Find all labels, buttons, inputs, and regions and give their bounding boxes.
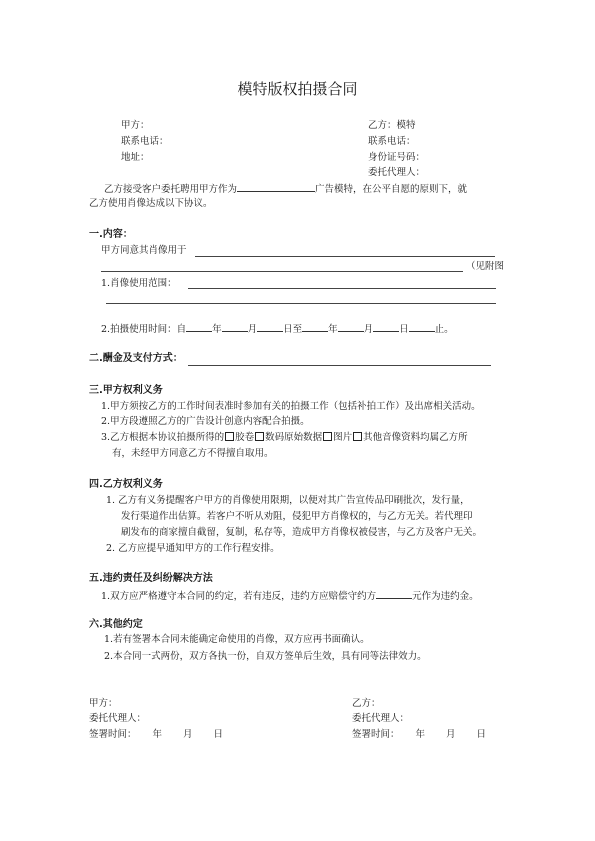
- s6-item-2: 2.本合同一式两份，双方各执一份，自双方签单后生效，具有同等法律效力。: [104, 651, 427, 662]
- party-b-label: 乙方：模特: [368, 120, 416, 131]
- digital-data-label: 数码原始数据: [265, 432, 323, 443]
- s3-item-2: 2.甲方段遵照乙方的广告设计创意内容配合拍摄。: [101, 416, 310, 427]
- section-3-heading: 三.甲方权利义务: [89, 385, 163, 396]
- usage-time-label: 2.拍摄使用时间：自: [101, 324, 187, 335]
- payment-line: [188, 365, 491, 366]
- party-a-address-label: 地址：: [121, 152, 150, 163]
- sign-a-year: 年: [152, 729, 163, 740]
- start-month-blank: [222, 322, 248, 332]
- s3-item-3-cont: 有，未经甲方同意乙方不得擅自取用。: [112, 448, 274, 459]
- end-extra-blank: [409, 322, 435, 332]
- end-day-blank: [373, 322, 399, 332]
- intro-line-1: [104, 182, 467, 195]
- section-6-heading: 六.其他约定: [89, 619, 143, 630]
- end-day-label: 日: [399, 324, 409, 335]
- start-month-label: 月: [247, 324, 258, 335]
- usage-time-line: [101, 322, 454, 335]
- intro-text-a: 乙方接受客户委托聘用甲方作为: [104, 184, 238, 195]
- s6-item-1: 1.若有签署本合同未能确定命使用的肖像，双方应再书面确认。: [104, 634, 370, 645]
- usage-purpose-line-2: [101, 271, 463, 272]
- document-title: 模特版权拍摄合同: [237, 80, 358, 98]
- sign-b-day: 日: [476, 729, 487, 740]
- party-a-label: 甲方：: [121, 120, 150, 131]
- sign-party-a-agent: 委托代理人：: [89, 713, 147, 724]
- s4-item-2: 2. 乙方应提早通知甲方的工作行程安排。: [106, 543, 280, 554]
- s5-item-1-suffix: 元作为违约金。: [412, 591, 479, 602]
- other-media-checkbox[interactable]: [353, 432, 362, 441]
- start-year-label: 年: [212, 324, 222, 335]
- penalty-amount-blank: [376, 589, 412, 599]
- sign-b-month: 月: [446, 729, 456, 740]
- party-b-id-label: 身份证号码：: [368, 152, 426, 163]
- s4-item-1-line-2: 发行渠道作出估算。若客户不听从劝阻，侵犯甲方肖像权的，与乙方无关。若代理印: [121, 511, 473, 522]
- photo-label: 图片: [333, 432, 353, 443]
- end-stop-label: 止。: [434, 324, 454, 335]
- party-b-agent-label: 委托代理人：: [368, 167, 426, 178]
- party-b-phone-label: 联系电话：: [368, 136, 416, 147]
- sign-a-time-label: 签署时间：: [89, 729, 137, 740]
- usage-scope-label: 1.肖像使用范围：: [101, 278, 177, 289]
- end-year-label: 年: [328, 324, 338, 335]
- sign-party-b: 乙方：: [352, 698, 381, 709]
- usage-purpose-line: [195, 256, 495, 257]
- end-month-label: 月: [363, 324, 374, 335]
- intro-text-b: 广告模特，在公平自愿的原则下，就: [315, 184, 468, 195]
- party-a-phone-label: 联系电话：: [121, 136, 169, 147]
- sign-party-a: 甲方：: [89, 698, 118, 709]
- sign-party-b-time: [352, 729, 486, 740]
- start-year-blank: [186, 322, 212, 332]
- usage-scope-line: [188, 288, 496, 289]
- section-5-heading: 五.违约责任及纠纷解决方法: [89, 573, 213, 584]
- sign-a-month: 月: [183, 729, 193, 740]
- start-day-blank: [257, 322, 283, 332]
- s5-item-1: [101, 589, 479, 602]
- film-checkbox[interactable]: [225, 432, 234, 441]
- sign-party-a-time: [89, 729, 223, 740]
- section-1-heading: 一.内容：: [89, 229, 133, 240]
- film-label: 胶卷: [235, 432, 255, 443]
- usage-scope-line-2: [106, 303, 496, 304]
- usage-purpose-label: 甲方同意其肖像用于: [101, 245, 187, 256]
- s3-item-3-text: 3.乙方根据本协议拍摄所得的: [101, 432, 225, 443]
- sign-party-b-agent: 委托代理人：: [352, 713, 410, 724]
- sign-b-year: 年: [415, 729, 426, 740]
- s3-item-1: 1.甲方须按乙方的工作时间表准时参加有关的拍摄工作（包括补拍工作）及出席相关活动。: [101, 401, 481, 412]
- s5-item-1-text: 1.双方应严格遵守本合同的约定，若有违反，违约方应赔偿守约方: [101, 591, 377, 602]
- see-attached-note: （见附图: [466, 261, 505, 272]
- start-day-label: 日至: [283, 324, 303, 335]
- intro-blank: [237, 182, 315, 192]
- intro-line-2: 乙方使用肖像达成以下协议。: [89, 198, 213, 209]
- section-2-heading: 二.酬金及支付方式：: [89, 353, 183, 364]
- photo-checkbox[interactable]: [323, 432, 332, 441]
- other-media-label: 其他音像资料均属乙方所: [363, 432, 468, 443]
- sign-b-time-label: 签署时间：: [352, 729, 400, 740]
- digital-data-checkbox[interactable]: [255, 432, 264, 441]
- end-year-blank: [302, 322, 328, 332]
- s3-item-3: [101, 432, 468, 443]
- section-4-heading: 四.乙方权利义务: [89, 479, 163, 490]
- end-month-blank: [338, 322, 364, 332]
- sign-a-day: 日: [213, 729, 224, 740]
- s4-item-1-line-3: 刷发布的商家擅自截留，复制，私存等，造成甲方肖像权被侵害，与乙方及客户无关。: [121, 527, 483, 538]
- s4-item-1-line-1: 1. 乙方有义务提醒客户甲方的肖像使用限期，以便对其广告宣传品印刷批次，发行量，: [106, 495, 470, 506]
